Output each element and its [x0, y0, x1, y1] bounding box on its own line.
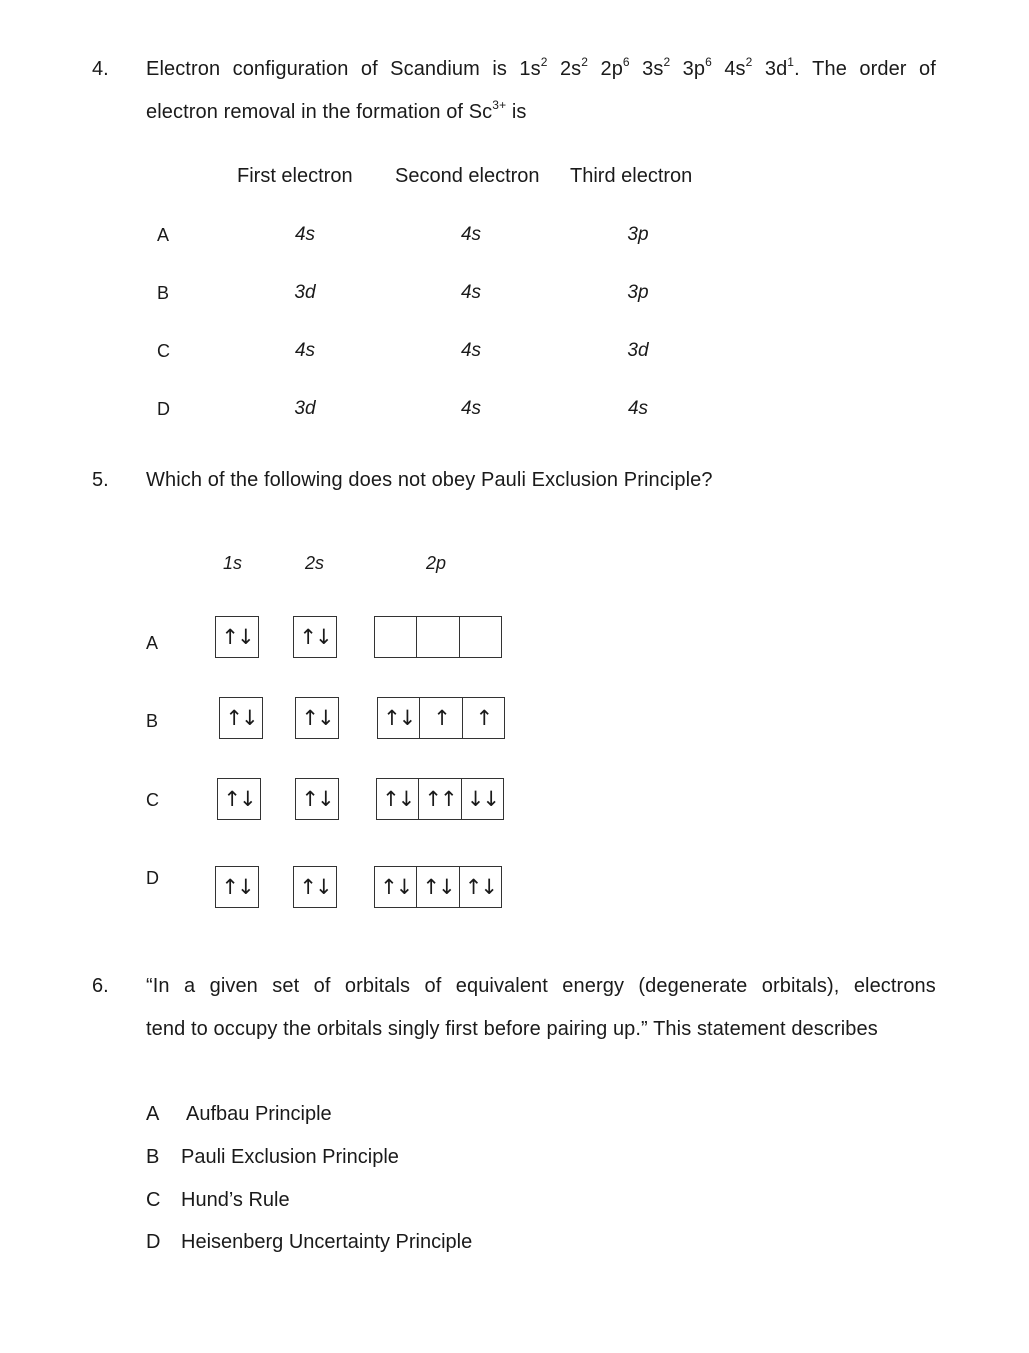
question-number: 5. — [92, 469, 109, 491]
table-cell: 3d — [294, 282, 316, 303]
option-label: B — [146, 711, 159, 731]
word: order — [859, 58, 907, 80]
column-header-first: First electron — [237, 165, 353, 187]
option-label: A — [146, 633, 159, 653]
config-term: $3s^2$ — [642, 55, 671, 80]
word: “In — [146, 975, 170, 997]
word: of — [424, 975, 442, 997]
question-text-line1 — [146, 975, 936, 998]
option-label: C — [157, 341, 170, 361]
word: of — [360, 58, 378, 80]
option-text: Hund’s Rule — [181, 1189, 290, 1211]
option-label: B — [157, 283, 170, 303]
column-header-third: Third electron — [570, 165, 693, 187]
option-label: A — [146, 1103, 160, 1125]
word: Scandium — [390, 58, 480, 80]
orbital-box-1s: ↑↓ — [215, 616, 259, 658]
word: equivalent — [455, 975, 548, 997]
orbital-box-1s: ↑↓ — [215, 866, 259, 908]
question-number: 6. — [92, 975, 109, 997]
orbital-box-2s: ↑↓ — [295, 778, 339, 820]
question-text-line1 — [146, 55, 936, 81]
option-text: Pauli Exclusion Principle — [181, 1146, 399, 1168]
table-cell: 3d — [294, 398, 316, 419]
option-label: B — [146, 1146, 160, 1168]
option-label: D — [157, 399, 170, 419]
table-cell: 4s — [294, 224, 316, 245]
option-text: Aufbau Principle — [186, 1103, 332, 1125]
question-number: 4. — [92, 58, 109, 80]
orbital-box-2p: ↑↓ ↑↓ ↑↓ — [374, 866, 502, 908]
config-term: $1s^2$ — [519, 55, 548, 80]
orbital-box-1s: ↑↓ — [217, 778, 261, 820]
config-term: $4s^2$ — [724, 55, 753, 80]
word: of — [313, 975, 331, 997]
table-cell: 3p — [627, 282, 649, 303]
config-term: $2p^6$ — [600, 55, 630, 80]
table-cell: 4s — [460, 340, 482, 361]
column-header-second: Second electron — [395, 165, 540, 187]
option-label: D — [146, 868, 159, 888]
orbital-label-1s: 1s — [223, 553, 243, 573]
orbital-box-2s: ↑↓ — [293, 866, 337, 908]
option-label: D — [146, 1231, 161, 1253]
word: given — [209, 975, 258, 997]
word: orbitals), — [761, 975, 840, 997]
word: The — [812, 58, 847, 80]
ion-charge: 3+ — [492, 98, 507, 112]
question-text: Which of the following does not obey Pauli Exclusion Principle? — [146, 469, 713, 491]
word: energy — [562, 975, 625, 997]
option-label: A — [157, 225, 170, 245]
table-cell: 3d — [627, 340, 649, 361]
word: configuration — [232, 58, 349, 80]
option-label: C — [146, 790, 159, 810]
table-cell: 4s — [294, 340, 316, 361]
question-text-line2: tend to occupy the orbitals singly first before pairing up.” This statement describes — [146, 1018, 878, 1040]
word: orbitals — [344, 975, 411, 997]
table-cell: 4s — [460, 398, 482, 419]
orbital-box-2s: ↑↓ — [295, 697, 339, 739]
config-term: $3d^1$. — [764, 55, 800, 80]
question-text-line2: electron removal in the formation of $Sc^{3+}$ is — [146, 98, 527, 123]
option-label: C — [146, 1189, 161, 1211]
word: is — [492, 58, 507, 80]
orbital-label-2p: 2p — [426, 553, 447, 573]
orbital-box-1s: ↑↓ — [219, 697, 263, 739]
config-term: $2s^2$ — [559, 55, 589, 80]
table-cell: 4s — [460, 224, 482, 245]
word: of — [918, 58, 936, 80]
table-cell: 3p — [627, 224, 649, 245]
word: a — [184, 975, 196, 997]
word: (degenerate — [638, 975, 748, 997]
orbital-box-2s: ↑↓ — [293, 616, 337, 658]
option-text: Heisenberg Uncertainty Principle — [181, 1231, 473, 1253]
word: Electron — [146, 58, 221, 80]
orbital-box-2p: ↑↓ ↑↑ ↓↓ — [376, 778, 504, 820]
orbital-box-2p — [374, 616, 502, 658]
orbital-label-2s: 2s — [305, 553, 325, 573]
word: electrons — [853, 975, 936, 997]
orbital-box-2p: ↑↓ ↑ ↑ — [377, 697, 505, 739]
table-cell: 4s — [460, 282, 482, 303]
table-cell: 4s — [627, 398, 649, 419]
config-term: $3p^6$ — [682, 55, 712, 80]
word: set — [272, 975, 300, 997]
